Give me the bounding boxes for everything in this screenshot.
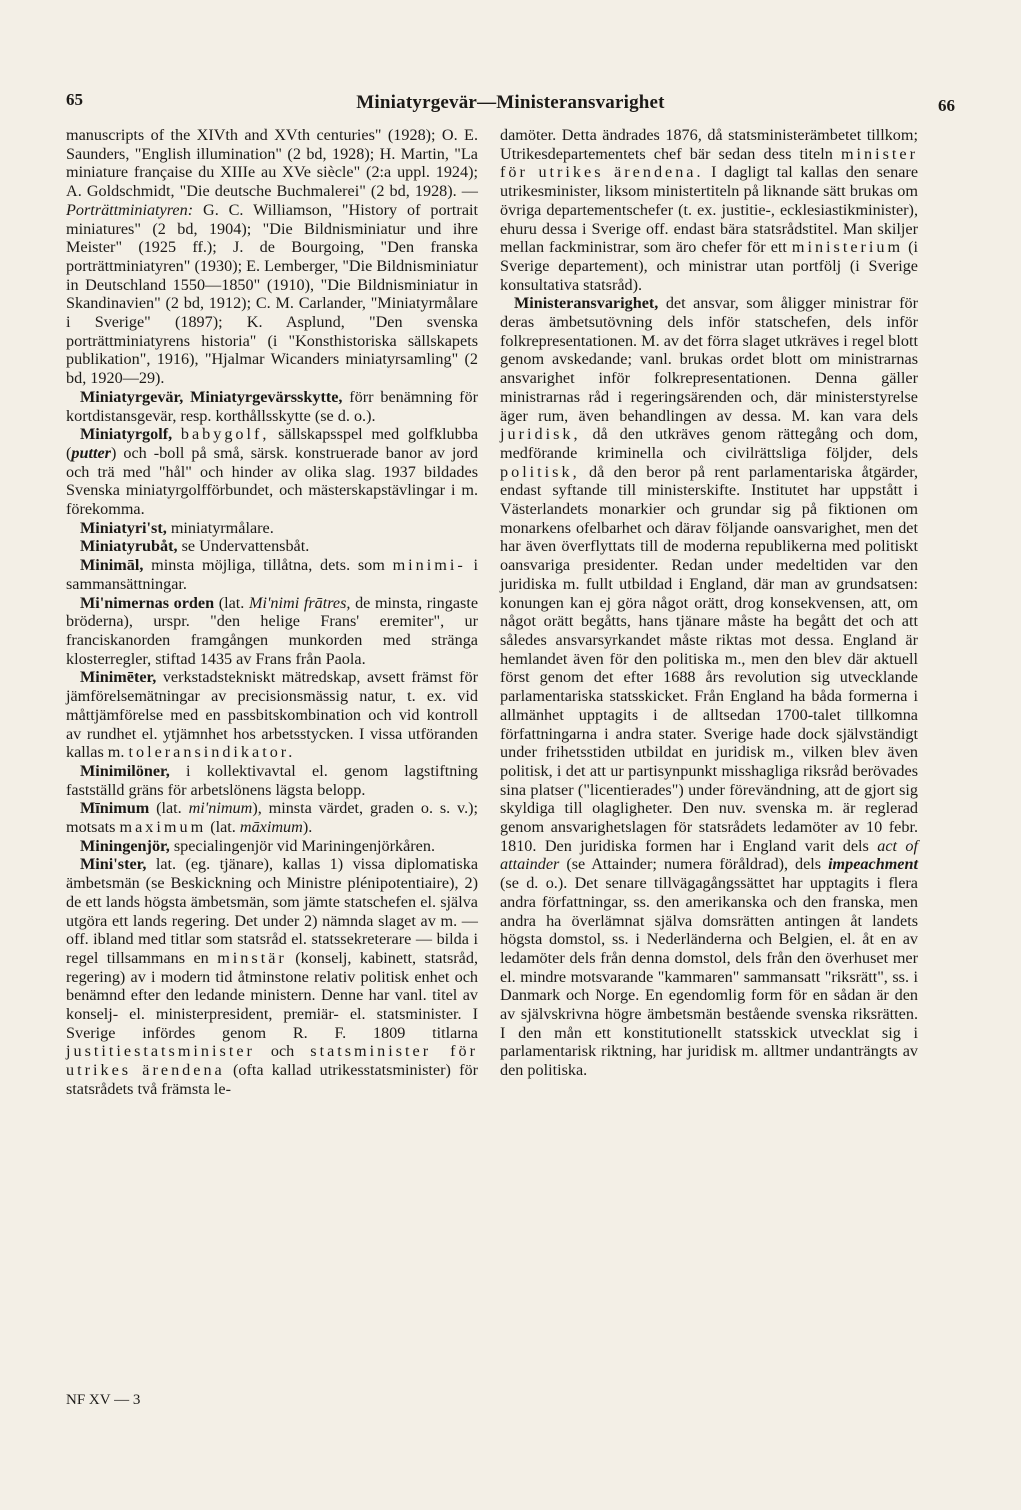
headword: Mini'ster,	[80, 855, 147, 874]
signature-mark: NF XV — 3	[66, 1392, 141, 1408]
bibliography-continuation: manuscripts of the XIVth and XVth centuries" (1928); O. E. Saunders, "English illumination" (2 bd, 1928); H. Martin, "La miniature française du XIIIe au XVe siècle" (2:a uppl. 1924); A. Goldschmidt, "Die deutsche Buchmalerei" (2 bd, 1928). — Porträttminiatyren: G. C. Williamson, "History of portrait miniatures" (2 bd, 1904); "Die Bildnisminiatur und ihre Meister" (1925 ff.); J. de Bourgoing, "Den franska porträttminiatyren" (1930); E. Lemberger, "Die Bildnisminiatur in Deutschland 1550—1850" (1910), "Die Bildnisminiatur in Skandinavien" (2 bd, 1912); C. M. Carlander, "Miniatyrmålare i Sverige" (1897); K. Asplund, "Den svenska porträttminiatyrens historia" (i "Konsthistoriska sällskapets publikation", 1916), "Hjalmar Wicanders miniatyrsamling" (2 bd, 1920—29).	[66, 126, 478, 388]
entry-miniatyrist: Miniatyri'st, miniatyrmålare.	[80, 518, 274, 537]
page-number-left: 65	[66, 90, 83, 109]
headword: Mi'nimernas orden	[80, 593, 215, 612]
headword: Miniatyri'st,	[80, 518, 167, 537]
headword: Minimilöner,	[80, 761, 170, 780]
entry-minimal: Minimāl, minsta möjliga, tillåtna, dets. som minimi- i sammansättningar.	[66, 556, 478, 593]
headword: Mīnimum	[80, 799, 150, 818]
headword: Miningenjör,	[80, 836, 170, 855]
entry-miniatyrgolf: Miniatyrgolf, babygolf, sällskapsspel med golfklubba (putter) och -boll på små, särsk. konstruerade banor av jord och trä med "hål" och hinder av olika slag. 1937 bildades Svenska miniatyrgolfförbundet, och mästerskapstävlingar i m. förekomma.	[66, 425, 479, 519]
entry-miningenjor: Miningenjör, specialingenjör vid Mariningenjörkåren.	[80, 836, 436, 855]
entry-minimiloner: Minimilöner, i kollektivavtal el. genom lagstiftning fastställd gräns för arbetslönens lägsta belopp.	[66, 761, 479, 799]
entry-ministeransvarighet: Ministeransvarighet, det ansvar, som åligger ministrar för deras ämbetsutövning dels inför statschefen, dels inför folkrepresentationen. M. av det förra slaget utkräves i regel blott genom avskedande; vanl. brukas ordet blott om ministrarnas ansvarighet inför folkrepresentationen. Denna gäller ministrarnas råd i regeringsärenden och, där ministerstyrelse äger rum, även behandlingen av dessa. M. kan vara dels juridisk, då den utkräves genom rättegång och dom, medförande kriminella och civilrättsliga följder, dels politisk, då den beror på rent parlamentariska åtgärder, endast syftande till ministerskifte. Institutet har uppstått i Västerlandets monarkier och grundar sig på fiktionen om monarkens ofelbarhet och därav följande oansvarighet, men det har även överflyttats till de moderna republikerna med politiskt oansvariga presidenter. Redan under medeltiden var den juridiska m. fullt utbildad i England, där man av grundsatsen: konungen kan ej göra något orätt, drog konsekvensen, att, om något orätt begåtts, hans tjänare måste ha begått det och att således ansvarsyrkandet måste riktas mot dessa. England är hemlandet även för den politiska m., men den blev där aktuell först genom det efter 1688 års revolution sig utvecklande parlamentariska statsskicket. Från England ha båda formerna i allmänhet upptagits i de alltsedan 1700-talet tillkomna författningarna i andra stater. Sverige hade dock självständigt under frihetsstiden utbildat en juridisk m., vilken blev även politisk, i det att ur partisynpunkt misshagliga riksråd berövades sina platser ("licentierades") under förevändning, att de gjort sig skyldiga till olagligheter. Den nuv. svenska m. är reglerad genom ansvarighetslagen för statsrådets ledamöter av 10 febr. 1810. Den juridiska formen har i England varit dels act of attainder (se Attainder; numera föråldrad), dels impeachment (se d. o.). Det senare tillvägagångssättet har upptagits i flera andra författningar, ss. den amerikanska och den franska, men andra ha överlämnat själva domsrätten antingen åt landets högsta domstol, ss. i Nederländerna och Belgien, el. åt en av ledamöter dels från denna domstol, dels från den överhuset mer el. mindre motsvarande "kammaren" sammansatt "riksrätt", ss. i Danmark och Norge. En egendomlig form för en sådan är den av självskrivna högre ämbetsmän bestående svenska riksrätten. I den mån ett konstitutionellt statsskick utvecklat sig i parlamentarisk riktning, har juridisk m. alltmer undanträngts av den politiska.	[500, 294, 919, 1080]
entry-miniatyrgevar: Miniatyrgevär, Miniatyrgevärsskytte, förr benämning för kortdistansgevär, resp. korthållsskytte (se d. o.).	[66, 387, 478, 425]
entry-minimeter: Minimēter, verkstadstekniskt mätredskap, avsett främst för jämförelsemätningar av precisionsmässig natur, t. ex. vid måttjämförelse med en passbitskombination och vid kontroll av rundhet el. ytjämnhet hos arbetsstycken. I vissa utföranden kallas m. toleransindikator.	[66, 668, 479, 762]
headword: Ministeransvarighet,	[514, 294, 659, 313]
headword: Miniatyrgolf,	[80, 425, 173, 444]
right-column	[500, 126, 918, 1080]
page-number-right: 66	[938, 96, 955, 115]
left-column	[66, 126, 478, 1099]
page-header	[0, 90, 1021, 120]
headword: Minimāl,	[80, 556, 144, 575]
running-title: Miniatyrgevär—Ministeransvarighet	[356, 92, 665, 113]
entry-minimernas-orden: Mi'nimernas orden (lat. Mi'nimi frātres, de minsta, ringaste bröderna), urspr. "den helige Frans' eremiter", ur franciskanorden framgången munkorden med stränga klosterregler, stiftad 1435 av Frans från Paola.	[66, 593, 479, 668]
entry-minimum: Mīnimum (lat. mi'nimum), minsta värdet, graden o. s. v.); motsats maximum (lat. māximum).	[66, 799, 479, 837]
headword: Miniatyrubåt,	[80, 537, 178, 556]
headword: Miniatyrgevär, Miniatyrgevärsskytte,	[80, 387, 343, 406]
entry-minister: Mini'ster, lat. (eg. tjänare), kallas 1) vissa diplomatiska ämbetsmän (se Beskickning och Ministre plénipotentiaire), 2) de ett lands högsta ämbetsmän, som jämte statschefen el. själva utgöra ett lands regering. Det under 2) nämnda slaget av m. — off. ibland med titlar som statsråd el. statssekreterare — bilda i regel tillsammans en minstär (konselj, kabinett, statsråd, regering) av i modern tid åtminstone relativ politisk enhet och benämnd efter den ledande ministern. Denne har vanl. titel av konselj- el. ministerpresident, premiär- el. statsminister. I Sverige infördes genom R. F. 1809 titlarna justitiestatsminister och statsminister för utrikes ärendena (ofta kallad utrikesstatsminister) för statsrådets två främsta le-	[66, 855, 479, 1098]
entry-minister-continuation: damöter. Detta ändrades 1876, då statsministerämbetet tillkom; Utrikesdepartementets chef bär sedan dess titeln minister för utrikes ärendena. I dagligt tal kallas den senare utrikesminister, liksom ministertiteln på liknande sätt brukas om övriga departementschefer (t. ex. justitie-, ecklesiastikminister), ehuru dessa i Sverige off. endast bära statsrådstitel. Man skiljer mellan fackministrar, som äro chefer för ett ministerium (i Sverige departement), och ministrar utan portfölj (i Sverige konsultativa statsråd).	[500, 126, 919, 294]
entry-miniatyrubat: Miniatyrubåt, se Undervattensbåt.	[80, 537, 310, 556]
headword: Minimēter,	[80, 668, 157, 687]
